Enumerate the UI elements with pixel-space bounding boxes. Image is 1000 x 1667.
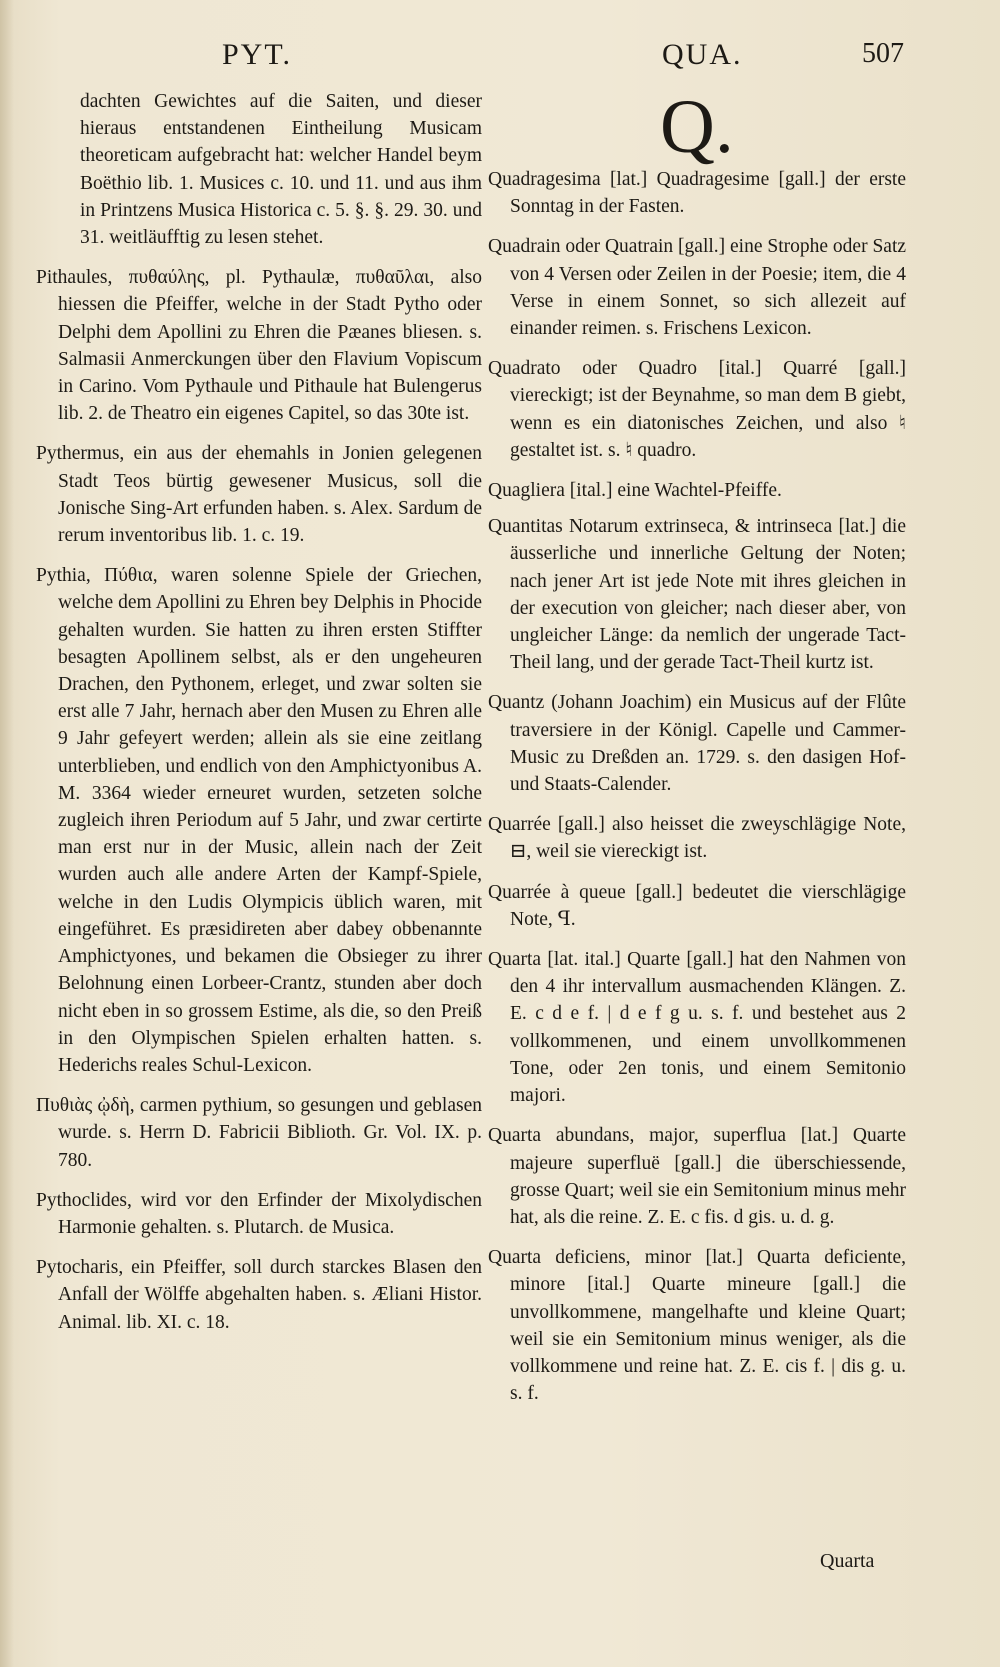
entry-quantz: Quantz (Johann Joachim) ein Musicus auf der Flûte traversiere in der Königl. Capelle und Cammer-Music zu Dreßden an. 1729. s. den dasigen Hof- und Staats-Calender. <box>488 692 906 796</box>
left-column <box>36 88 482 1349</box>
entry-quadrato: Quadrato oder Quadro [ital.] Quarré [gall.] viereckigt; ist der Beynahme, so man dem B giebt, wenn es ein diatonisches Zeichen, und also ♮ gestaltet ist. s. ♮ quadro. <box>488 358 906 461</box>
left-running-head: PYT. <box>222 38 292 71</box>
right-column <box>488 85 907 1420</box>
entry-pythermus: Pythermus, ein aus der ehemahls in Jonien gelegenen Stadt Teos bürtig gewesener Musicus, soll die Jonische Sing-Art erfunden haben. s. Alex. Sardum de rerum inventoribus lib. 1. c. 19. <box>36 443 482 547</box>
entry-pythias-ode: Πυθιὰς ᾠδὴ, carmen pythium, so gesungen und geblasen wurde. s. Herrn D. Fabricii Biblioth. Gr. Vol. IX. p. 780. <box>36 1095 482 1171</box>
entry-pythoclides: Pythoclides, wird vor den Erfinder der Mixolydischen Harmonie gehalten. s. Plutarch. de Musica. <box>36 1189 482 1238</box>
entry-quagliera: Quagliera [ital.] eine Wachtel-Pfeiffe. <box>488 480 782 502</box>
entry-quadragesima: Quadragesima [lat.] Quadragesime [gall.] der erste Sonntag in der Fasten. <box>488 169 906 218</box>
catchword: Quarta <box>820 1550 875 1572</box>
running-header <box>0 38 1000 78</box>
entry-pytocharis: Pytocharis, ein Pfeiffer, soll durch starckes Blasen den Anfall der Wölffe abgehalten haben. s. Æliani Histor. Animal. lib. XI. c. 18. <box>36 1257 482 1333</box>
entry-quarree: Quarrée [gall.] also heisset die zweyschlägige Note, ⊟, weil sie viereckigt ist. <box>488 814 906 863</box>
entry-quarta-deficiens: Quarta deficiens, minor [lat.] Quarta deficiente, minore [ital.] Quarte mineure [gall.] die unvollkommene, mangelhafte und kleine Quart; weil sie ein Semitonium minus weniger, als die vollkommene und reine hat. Z. E. cis f. | dis g. u. s. f. <box>488 1247 906 1405</box>
entry-quadrain: Quadrain oder Quatrain [gall.] eine Strophe oder Satz von 4 Versen oder Zeilen in der Poesie; item, die 4 Verse in einem Sonnet, so sich allezeit auf einander reimen. s. Frischens Lexicon. <box>488 236 907 340</box>
entry-quarta-abundans: Quarta abundans, major, superflua [lat.] Quarte majeure superfluë [gall.] die überschiessende, grosse Quart; weil sie ein Semitonium minus mehr hat, als die reine. Z. E. c fis. d gis. u. d. g. <box>488 1125 906 1228</box>
entry-quantitas-notarum: Quantitas Notarum extrinseca, & intrinseca [lat.] die äusserliche und innerliche Geltung der Noten; nach jener Art ist jede Note mit ihres gleichen in der execution von gleicher; nach dieser aber, von ungleicher Länge: da nemlich der ungerade Tact-Theil lang, und der gerade Tact-Theil kurtz ist. <box>488 516 906 674</box>
page-number: 507 <box>862 38 904 69</box>
entry-continuation: dachten Gewichtes auf die Saiten, und dieser hieraus entstandenen Eintheilung Musicam theoreticam aufgebracht hat: welcher Handel beym Boëthio lib. 1. Musices c. 10. und 11. und aus ihm in Printzens Musica Historica c. 5. §. §. 29. 30. und 31. weitläufftig zu lesen stehet. <box>80 91 482 249</box>
entry-pythia: Pythia, Πύθια, waren solenne Spiele der Griechen, welche dem Apollini zu Ehren bey Delphis in Phocide gehalten wurden. Sie hatten zu ihren ersten Stiffter besagten Apollinem selbst, als er den ungeheuren Drachen, den Pythonem, erleget, und zwar solten sie erst alle 7 Jahr, hernach aber den Musen zu Ehren alle 9 Jahr gefeyert werden; allein als sie eine zeitlang unterblieben, und endlich von den Amphictyonibus A. M. 3364 wieder erneuret wurden, setzeten solche zugleich ihren Periodum auf 5 Jahr, und zwar certirte man erst nur in der Music, allein nach der Zeit wurden auch alle andere Arten der Kampf-Spiele, welche in den Ludis Olympicis üblich waren, mit eingeführet. Es præsidireten aber dabey obbenannte Amphictyones, und bekamen die Obsieger zu ihrer Belohnung einen Lorbeer-Crantz, stunden aber doch nicht eben in so grossem Estime, als die, so den Preiß in den Olympischen Spielen erhalten hatten. s. Hederichs reales Schul-Lexicon. <box>36 565 482 1076</box>
page-edge-shadow <box>0 0 14 1667</box>
entry-quarree-a-queue: Quarrée à queue [gall.] bedeutet die vierschlägige Note, ꟼ. <box>488 881 906 930</box>
entry-pithaules: Pithaules, πυθαύλης, pl. Pythaulæ, πυθαῦλαι, also hiessen die Pfeiffer, welche in der Stadt Pytho oder Delphi dem Apollini zu Ehren die Pæanes bliesen. s. Salmasii Anmerckungen über den Flavium Vopiscum in Carino. Vom Pythaule und Pithaule hat Bulengerus lib. 2. de Theatro ein eigenes Capitel, so das 30te ist. <box>36 267 482 425</box>
section-letter: Q. <box>660 85 734 169</box>
entry-quarta: Quarta [lat. ital.] Quarte [gall.] hat den Nahmen von den 4 ihr intervallum ausmachenden Klängen. Z. E. c d e f. | d e f g u. s. f. und bestehet aus 2 vollkommenen, und einem unvollkommenen Tone, oder 2en tonis, und einem Semitonio majori. <box>488 949 906 1107</box>
right-running-head: QUA. <box>662 38 743 71</box>
